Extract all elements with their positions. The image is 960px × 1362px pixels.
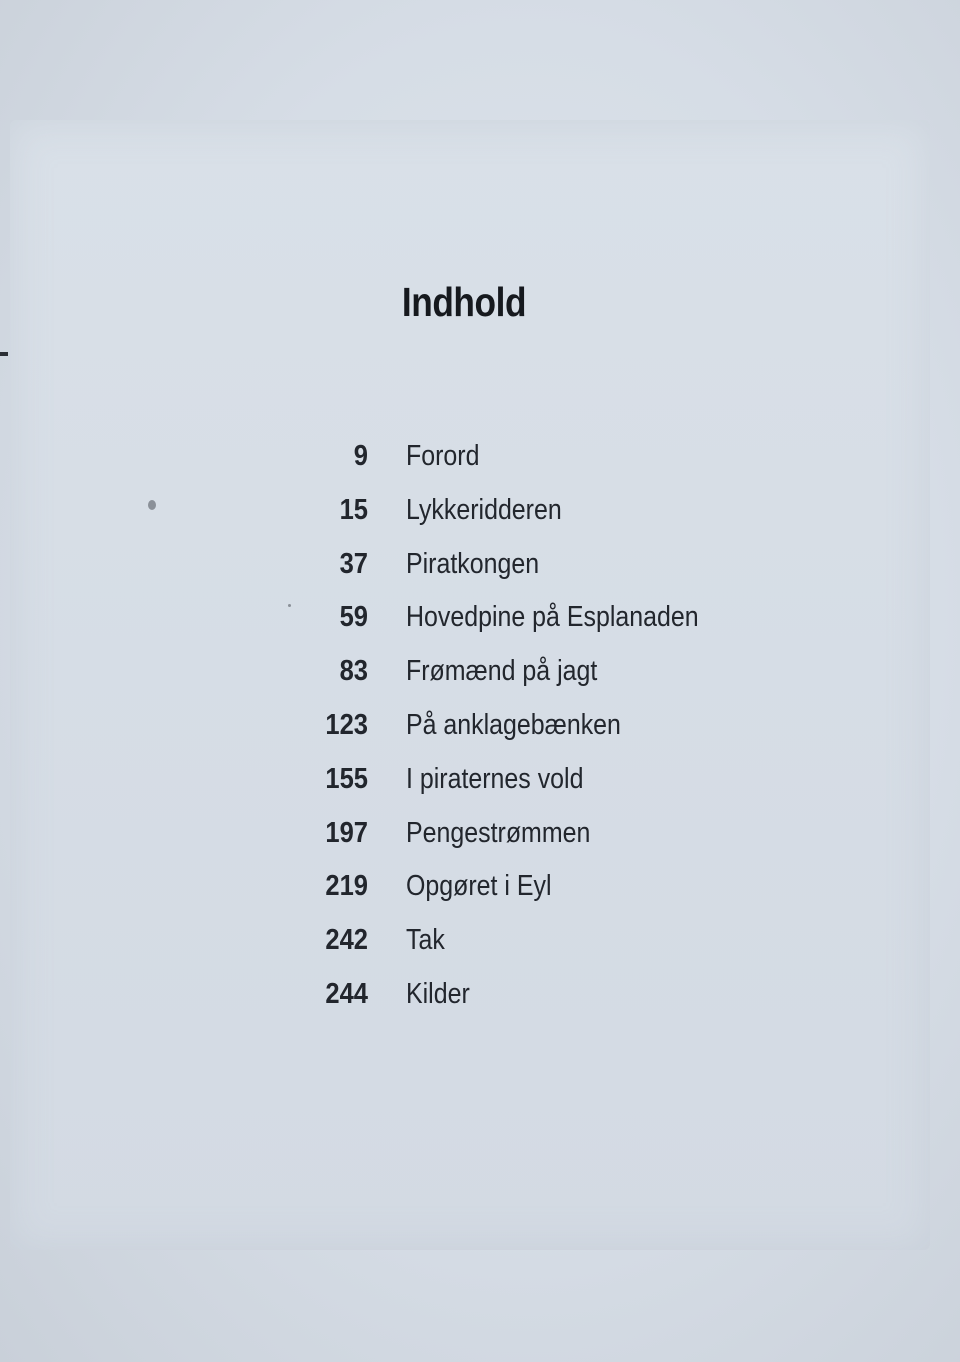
toc-page-number: 155 — [325, 762, 368, 795]
toc-page-number: 219 — [325, 870, 368, 903]
toc-chapter-title: Piratkongen — [406, 547, 540, 580]
edge-mark — [0, 352, 8, 356]
toc-entry — [300, 924, 800, 978]
toc-chapter-title: I piraternes vold — [406, 762, 584, 795]
toc-page-number: 197 — [325, 816, 368, 849]
table-of-contents — [300, 440, 800, 1032]
toc-chapter-title: Frømænd på jagt — [406, 655, 598, 688]
toc-entry — [300, 655, 800, 709]
toc-entry — [300, 601, 800, 655]
toc-chapter-title: Opgøret i Eyl — [406, 870, 552, 903]
toc-chapter-title: Hovedpine på Esplanaden — [406, 601, 699, 634]
toc-entry — [300, 548, 800, 602]
toc-page-number: 244 — [325, 977, 368, 1010]
paper-speck — [148, 500, 156, 510]
paper-speck — [288, 604, 291, 607]
toc-entry — [300, 817, 800, 871]
toc-page-number: 15 — [339, 493, 368, 526]
toc-entry — [300, 709, 800, 763]
page-title: Indhold — [401, 279, 527, 326]
toc-chapter-title: På anklagebænken — [406, 708, 621, 741]
toc-chapter-title: Pengestrømmen — [406, 816, 591, 849]
toc-entry — [300, 870, 800, 924]
toc-chapter-title: Forord — [406, 440, 480, 472]
toc-chapter-title: Tak — [406, 924, 445, 957]
toc-chapter-title: Lykkeridderen — [406, 493, 562, 526]
toc-entry — [300, 494, 800, 548]
toc-page-number: 83 — [339, 655, 368, 688]
toc-entry — [300, 763, 800, 817]
toc-page-number: 242 — [325, 924, 368, 957]
toc-page-number: 59 — [339, 601, 368, 634]
toc-chapter-title: Kilder — [406, 977, 470, 1010]
toc-page-number: 9 — [353, 440, 368, 472]
toc-entry — [300, 440, 800, 494]
toc-page-number: 123 — [325, 708, 368, 741]
toc-page-number: 37 — [339, 547, 368, 580]
toc-entry — [300, 978, 800, 1032]
